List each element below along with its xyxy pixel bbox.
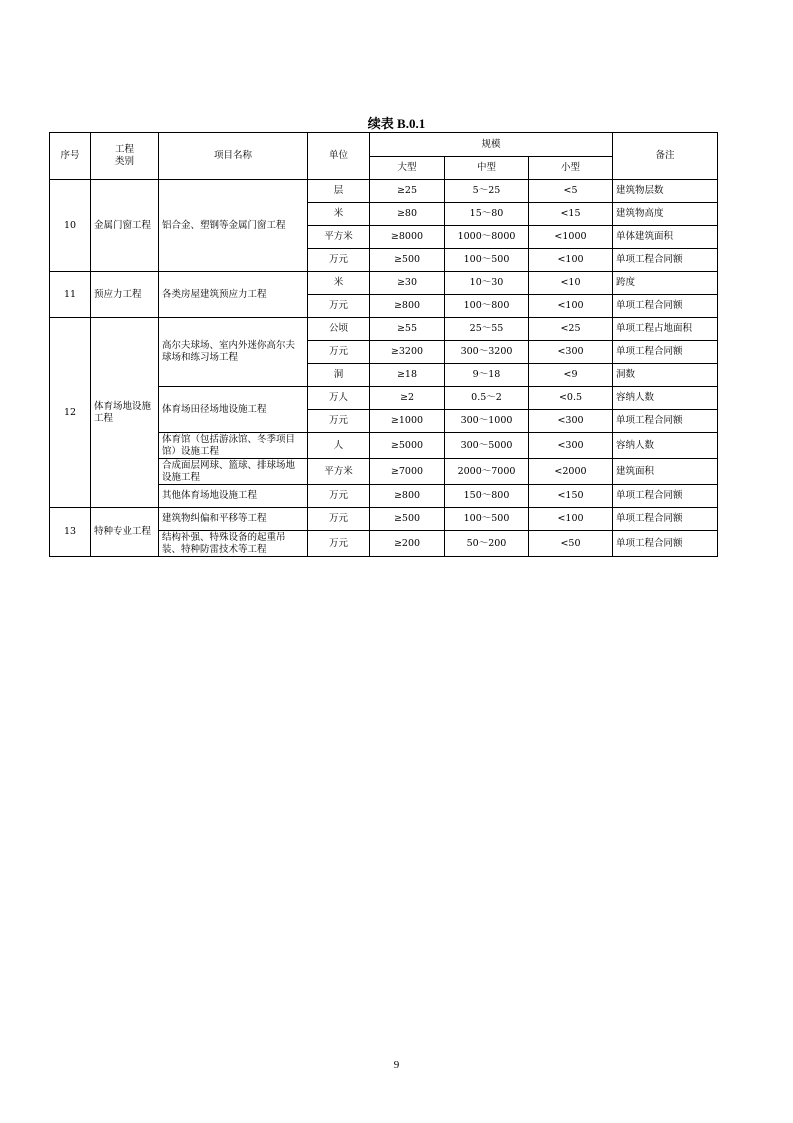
row-project-name: 各类房屋建筑预应力工程 — [159, 272, 308, 318]
row-unit: 平方米 — [308, 226, 370, 249]
row-unit: 公顷 — [308, 318, 370, 341]
row-remark: 单项工程合同额 — [613, 295, 718, 318]
row-unit: 万元 — [308, 341, 370, 364]
row-unit: 万元 — [308, 485, 370, 508]
header-medium: 中型 — [445, 157, 529, 180]
page-number: 9 — [393, 1059, 400, 1071]
row-medium: 1000～8000 — [445, 226, 529, 249]
row-medium: 150～800 — [445, 485, 529, 508]
row-unit: 米 — [308, 272, 370, 295]
row-remark: 单项工程合同额 — [613, 341, 718, 364]
row-project-name: 体育馆（包括游泳馆、冬季项目馆）设施工程 — [159, 433, 308, 459]
row-small: <5 — [529, 180, 613, 203]
table-title: 续表 B.0.1 — [367, 116, 426, 131]
row-large: ≥55 — [370, 318, 445, 341]
row-medium: 15～80 — [445, 203, 529, 226]
row-medium: 100～800 — [445, 295, 529, 318]
row-small: <25 — [529, 318, 613, 341]
row-large: ≥3200 — [370, 341, 445, 364]
row-unit: 万元 — [308, 531, 370, 557]
row-unit: 万元 — [308, 249, 370, 272]
row-unit: 层 — [308, 180, 370, 203]
row-remark: 容纳人数 — [613, 433, 718, 459]
row-remark: 单项工程合同额 — [613, 249, 718, 272]
row-medium: 9～18 — [445, 364, 529, 387]
row-remark: 跨度 — [613, 272, 718, 295]
row-remark: 建筑物高度 — [613, 203, 718, 226]
row-unit: 洞 — [308, 364, 370, 387]
row-project-name: 建筑物纠偏和平移等工程 — [159, 508, 308, 531]
row-large: ≥500 — [370, 508, 445, 531]
row-large: ≥2 — [370, 387, 445, 410]
row-medium: 100～500 — [445, 249, 529, 272]
header-project-name: 项目名称 — [159, 133, 308, 180]
header-row — [50, 133, 718, 157]
row-medium: 300～5000 — [445, 433, 529, 459]
row-remark: 建筑物层数 — [613, 180, 718, 203]
row-medium: 2000～7000 — [445, 459, 529, 485]
row-remark: 容纳人数 — [613, 387, 718, 410]
header-seq: 序号 — [50, 133, 91, 180]
row-small: <50 — [529, 531, 613, 557]
row-small: <100 — [529, 508, 613, 531]
row-large: ≥200 — [370, 531, 445, 557]
row-seq: 10 — [50, 180, 91, 272]
row-project-name: 高尔夫球场、室内外迷你高尔夫球场和练习场工程 — [159, 318, 308, 387]
row-project-name: 体育场田径场地设施工程 — [159, 387, 308, 433]
table-row — [50, 272, 718, 295]
row-small: <150 — [529, 485, 613, 508]
row-remark: 单项工程占地面积 — [613, 318, 718, 341]
row-remark: 单项工程合同额 — [613, 410, 718, 433]
row-unit: 平方米 — [308, 459, 370, 485]
table-row — [50, 508, 718, 531]
row-remark: 单项工程合同额 — [613, 531, 718, 557]
row-large: ≥1000 — [370, 410, 445, 433]
row-seq: 12 — [50, 318, 91, 508]
header-scale: 规模 — [370, 133, 613, 157]
header-remark: 备注 — [613, 133, 718, 180]
row-small: <300 — [529, 433, 613, 459]
row-category: 预应力工程 — [91, 272, 159, 318]
table-row — [50, 318, 718, 341]
row-small: <100 — [529, 249, 613, 272]
row-small: <300 — [529, 341, 613, 364]
row-project-name: 其他体育场地设施工程 — [159, 485, 308, 508]
row-small: <9 — [529, 364, 613, 387]
row-large: ≥18 — [370, 364, 445, 387]
row-remark: 单体建筑面积 — [613, 226, 718, 249]
row-medium: 300～1000 — [445, 410, 529, 433]
project-scale-table — [49, 132, 718, 557]
row-remark: 洞数 — [613, 364, 718, 387]
row-small: <100 — [529, 295, 613, 318]
row-large: ≥8000 — [370, 226, 445, 249]
header-large: 大型 — [370, 157, 445, 180]
row-unit: 人 — [308, 433, 370, 459]
row-unit: 万元 — [308, 410, 370, 433]
row-small: <2000 — [529, 459, 613, 485]
table-row — [50, 180, 718, 203]
row-large: ≥5000 — [370, 433, 445, 459]
row-small: <1000 — [529, 226, 613, 249]
row-medium: 0.5～2 — [445, 387, 529, 410]
row-medium: 25～55 — [445, 318, 529, 341]
row-small: <0.5 — [529, 387, 613, 410]
row-remark: 建筑面积 — [613, 459, 718, 485]
row-project-name: 铝合金、塑钢等金属门窗工程 — [159, 180, 308, 272]
row-large: ≥800 — [370, 295, 445, 318]
row-remark: 单项工程合同额 — [613, 508, 718, 531]
row-unit: 万元 — [308, 295, 370, 318]
row-unit: 万人 — [308, 387, 370, 410]
row-small: <15 — [529, 203, 613, 226]
header-category: 工程 类别 — [91, 133, 159, 180]
row-medium: 10～30 — [445, 272, 529, 295]
row-large: ≥800 — [370, 485, 445, 508]
row-medium: 300～3200 — [445, 341, 529, 364]
row-large: ≥500 — [370, 249, 445, 272]
header-unit: 单位 — [308, 133, 370, 180]
row-large: ≥25 — [370, 180, 445, 203]
row-medium: 5～25 — [445, 180, 529, 203]
row-project-name: 合成面层网球、篮球、排球场地设施工程 — [159, 459, 308, 485]
row-small: <300 — [529, 410, 613, 433]
row-unit: 万元 — [308, 508, 370, 531]
row-small: <10 — [529, 272, 613, 295]
row-category: 金属门窗工程 — [91, 180, 159, 272]
row-medium: 50～200 — [445, 531, 529, 557]
row-large: ≥80 — [370, 203, 445, 226]
row-medium: 100～500 — [445, 508, 529, 531]
row-large: ≥7000 — [370, 459, 445, 485]
row-category: 特种专业工程 — [91, 508, 159, 557]
row-category: 体育场地设施工程 — [91, 318, 159, 508]
row-project-name: 结构补强、特殊设备的起重吊装、特种防雷技术等工程 — [159, 531, 308, 557]
row-remark: 单项工程合同额 — [613, 485, 718, 508]
row-unit: 米 — [308, 203, 370, 226]
row-seq: 11 — [50, 272, 91, 318]
row-seq: 13 — [50, 508, 91, 557]
header-small: 小型 — [529, 157, 613, 180]
row-large: ≥30 — [370, 272, 445, 295]
